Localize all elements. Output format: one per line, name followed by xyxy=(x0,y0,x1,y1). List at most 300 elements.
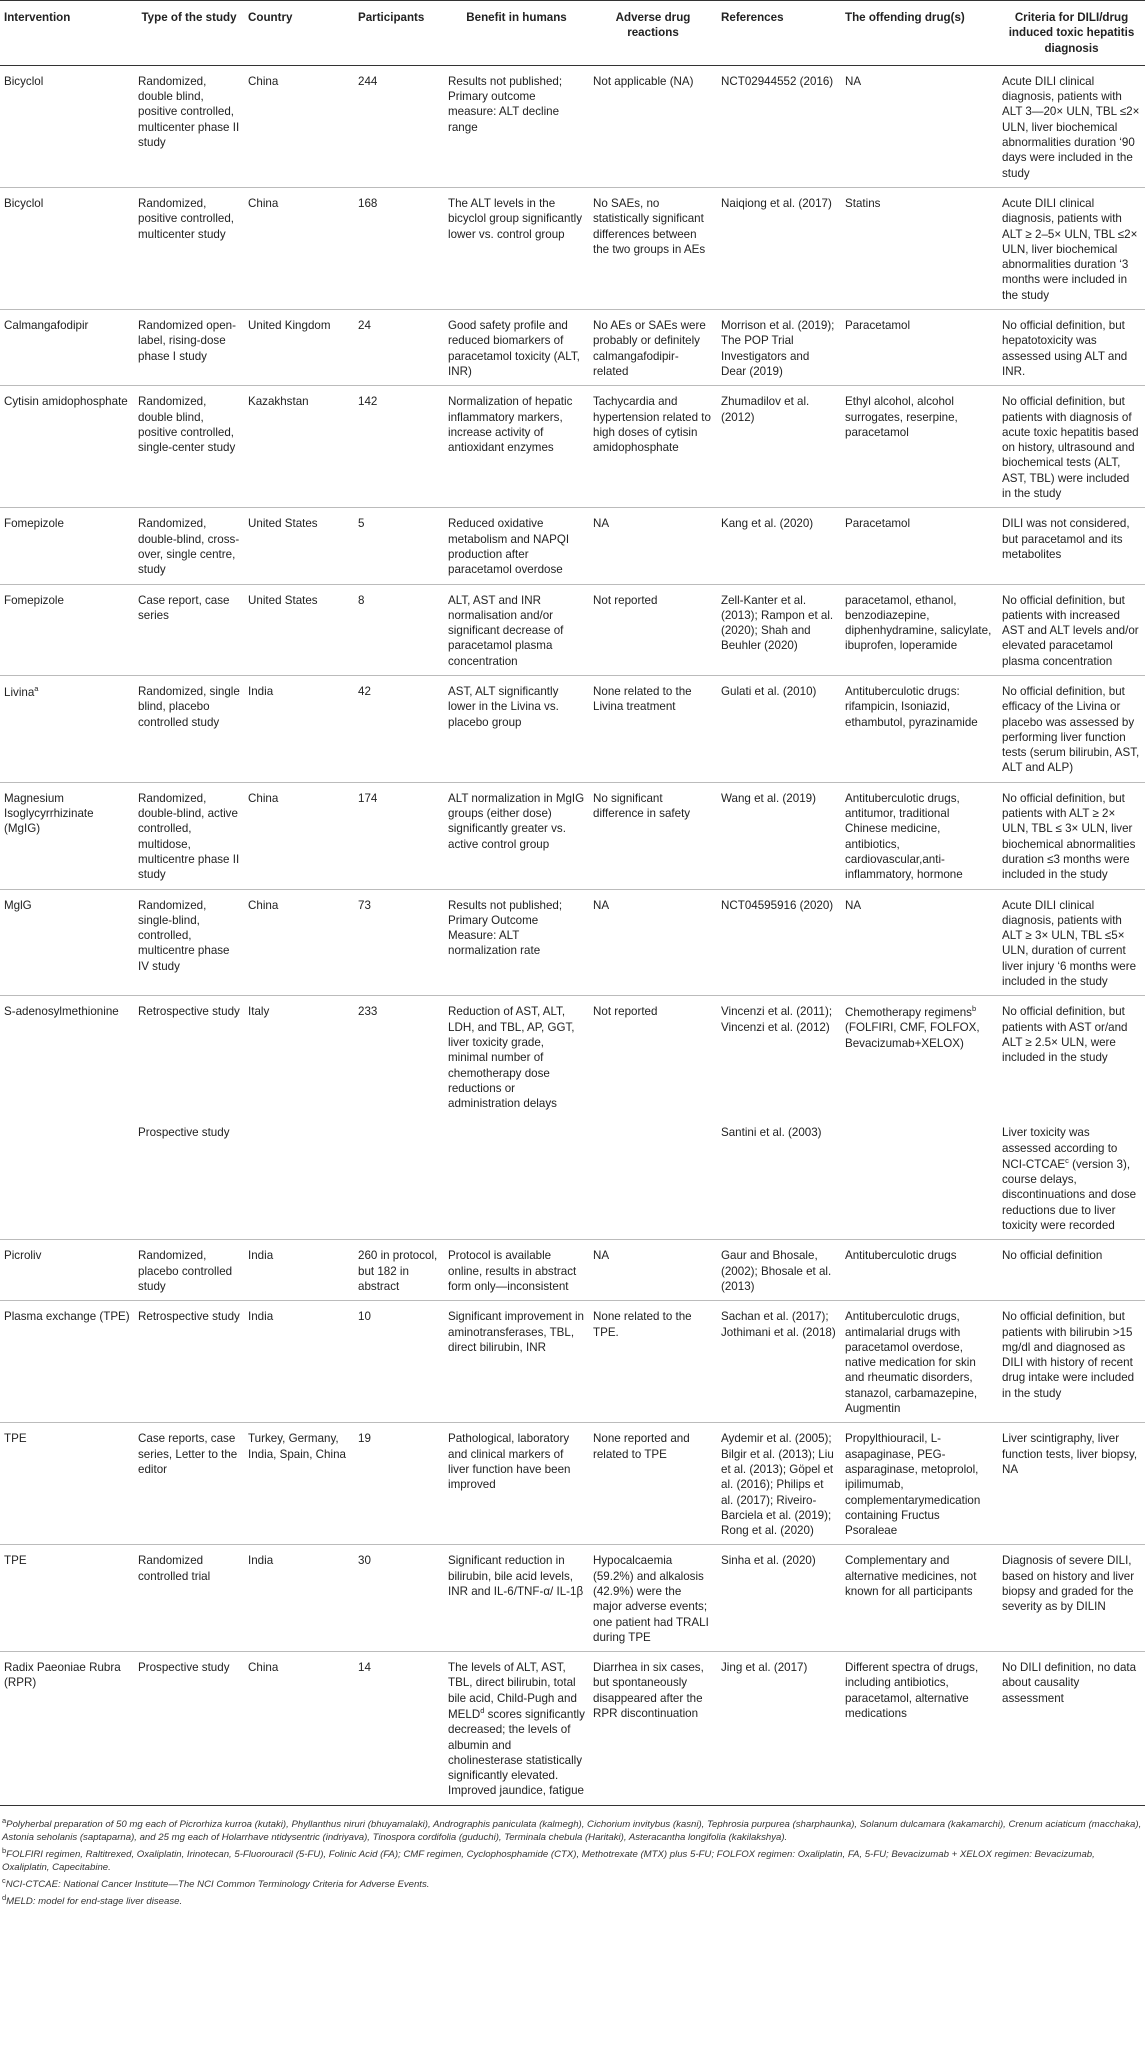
col-header-country: Country xyxy=(244,1,354,66)
cell-text: scores significantly decreased; the levels of albumin and cholinesterase statistically significantly elevated. Improved jaundice, fatigue xyxy=(448,1707,585,1798)
footnote-mark: b xyxy=(2,1845,7,1855)
cell-text: Acute DILI clinical diagnosis, patients with ALT ≥ 3× ULN, TBL ≤5× ULN, duration of current liver injury ‘6 months were included in the study xyxy=(1002,898,1137,989)
cell-intervention xyxy=(0,1545,134,1652)
cell-references xyxy=(717,584,841,675)
cell-participants xyxy=(354,310,444,386)
cell-references xyxy=(717,310,841,386)
cell-criteria xyxy=(998,1117,1145,1239)
cell-text: No official definition, but patients with ALT ≥ 2× ULN, TBL ≤ 3× ULN, liver biochemical abnormalities duration ≤3 months were included in the study xyxy=(1002,791,1136,882)
cell-text: Zell-Kanter et al. (2013); Rampon et al. (2020); Shah and Beuhler (2020) xyxy=(721,593,834,653)
cell-country xyxy=(244,1240,354,1301)
cell-text: Hypocalcaemia (59.2%) and alkalosis (42.9%) were the major adverse events; one patient had TRALI during TPE xyxy=(593,1554,709,1644)
cell-text: Antituberculotic drugs, antitumor, traditional Chinese medicine, antibiotics, cardiovascular,anti-inflammatory, hormone xyxy=(845,791,963,882)
footnote xyxy=(2,1876,1143,1892)
table-row xyxy=(0,782,1145,889)
footnote-mark: a xyxy=(2,1815,7,1825)
cell-text: 30 xyxy=(358,1554,371,1568)
cell-text: ALT, AST and INR normalisation and/or significant decrease of paracetamol plasma concentration xyxy=(448,593,564,668)
cell-type xyxy=(134,310,244,386)
cell-drugs xyxy=(841,675,998,782)
cell-text: Jing et al. (2017) xyxy=(721,1661,808,1675)
cell-benefit xyxy=(444,1240,589,1301)
cell-text: (FOLFIRI, CMF, FOLFOX, Bevacizumab+XELOX) xyxy=(845,1021,980,1050)
cell-text: None reported and related to TPE xyxy=(593,1432,690,1461)
cell-references xyxy=(717,187,841,309)
cell-type xyxy=(134,1652,244,1806)
cell-text: Protocol is available online, results in abstract form only—inconsistent xyxy=(448,1249,577,1293)
cell-country xyxy=(244,584,354,675)
cell-criteria xyxy=(998,1240,1145,1301)
table-row xyxy=(0,996,1145,1118)
cell-participants xyxy=(354,1545,444,1652)
cell-text: Italy xyxy=(248,1005,270,1019)
cell-type xyxy=(134,996,244,1118)
col-header-participants: Participants xyxy=(354,1,444,66)
cell-intervention xyxy=(0,584,134,675)
cell-text: Fomepizole xyxy=(4,593,64,607)
cell-benefit xyxy=(444,1423,589,1545)
cell-text: Gulati et al. (2010) xyxy=(721,684,817,698)
cell-intervention xyxy=(0,782,134,889)
cell-text: India xyxy=(248,684,274,698)
footnote xyxy=(2,1846,1143,1875)
cell-text: United States xyxy=(248,593,318,607)
cell-criteria xyxy=(998,996,1145,1118)
cell-criteria xyxy=(998,65,1145,187)
cell-text: Randomized, single blind, placebo controlled study xyxy=(138,684,240,729)
cell-text: None related to the Livina treatment xyxy=(593,684,692,714)
cell-type xyxy=(134,1423,244,1545)
cell-criteria xyxy=(998,310,1145,386)
cell-text: Picroliv xyxy=(4,1249,42,1263)
col-header-type: Type of the study xyxy=(134,1,244,66)
cell-text: Retrospective study xyxy=(138,1310,240,1324)
cell-text: No official definition, but hepatotoxicity was assessed using ALT and INR. xyxy=(1002,319,1128,378)
cell-participants xyxy=(354,584,444,675)
cell-type xyxy=(134,889,244,996)
cell-type xyxy=(134,386,244,508)
table-row xyxy=(0,675,1145,782)
cell-adverse xyxy=(589,65,717,187)
cell-text: Bicyclol xyxy=(4,196,44,210)
cell-text: Cytisin amidophosphate xyxy=(4,395,128,409)
cell-text: Randomized, double blind, positive controlled, multicenter phase II study xyxy=(138,74,240,150)
col-header-drugs: The offending drug(s) xyxy=(841,1,998,66)
cell-text: No DILI definition, no data about causality assessment xyxy=(1002,1661,1137,1705)
cell-country xyxy=(244,889,354,996)
footnote-text: FOLFIRI regimen, Raltitrexed, Oxaliplatin, Irinotecan, 5-Fluorouracil (5-FU), Folinic Acid (FA); CMF regimen, Cyclophosphamide (CTX), Methotrexate (MTX) plus 5-FU; FOLFOX regimen: Oxaliplatin, FA, 5-FU; Bevacizumab + XELOX regimen: Bevacizumab, Oxaliplatin, Capecitabine. xyxy=(2,1848,1095,1873)
cell-text: NA xyxy=(845,898,862,912)
cell-text: Sachan et al. (2017); Jothimani et al. (2018) xyxy=(721,1310,836,1339)
cell-text: Reduced oxidative metabolism and NAPQI production after paracetamol overdose xyxy=(448,517,570,577)
cell-benefit xyxy=(444,310,589,386)
cell-benefit xyxy=(444,386,589,508)
cell-references xyxy=(717,675,841,782)
cell-text: Different spectra of drugs, including antibiotics, paracetamol, alternative medications xyxy=(845,1661,979,1721)
cell-participants xyxy=(354,996,444,1118)
cell-adverse xyxy=(589,1423,717,1545)
cell-participants xyxy=(354,508,444,584)
cell-text: DILI was not considered, but paracetamol and its metabolites xyxy=(1002,517,1130,561)
col-header-criteria: Criteria for DILI/drug induced toxic hepatitis diagnosis xyxy=(998,1,1145,66)
table-row xyxy=(0,1117,1145,1239)
footnote-mark: c xyxy=(2,1875,6,1885)
footnote-text: NCI-CTCAE: National Cancer Institute—The NCI Common Terminology Criteria for Adverse Events. xyxy=(5,1879,430,1891)
cell-participants xyxy=(354,187,444,309)
cell-text: India xyxy=(248,1249,274,1263)
cell-type xyxy=(134,1545,244,1652)
cell-text: Randomized, single-blind, controlled, multicentre phase IV study xyxy=(138,898,230,973)
cell-type xyxy=(134,1117,244,1239)
cell-text: No official definition, but patients with bilirubin >15 mg/dl and diagnosed as DILI with history of recent drug intake were included in the study xyxy=(1002,1310,1135,1400)
cell-text: No official definition xyxy=(1002,1249,1103,1263)
cell-text: Significant improvement in aminotransferases, TBL, direct bilirubin, INR xyxy=(448,1310,584,1354)
cell-type xyxy=(134,1301,244,1423)
footnote-text: MELD: model for end-stage liver disease. xyxy=(6,1896,183,1908)
cell-text: 19 xyxy=(358,1432,371,1446)
cell-text: The levels of ALT, AST, TBL, direct bilirubin, total bile acid, Child-Pugh and MELD xyxy=(448,1661,577,1721)
table-row xyxy=(0,508,1145,584)
cell-benefit xyxy=(444,584,589,675)
cell-country xyxy=(244,65,354,187)
cell-drugs xyxy=(841,584,998,675)
cell-participants xyxy=(354,782,444,889)
cell-text: 14 xyxy=(358,1661,371,1675)
cell-text: China xyxy=(248,791,279,805)
cell-text: Livina xyxy=(4,685,35,699)
cell-benefit xyxy=(444,65,589,187)
cell-text: Reduction of AST, ALT, LDH, and TBL, AP, GGT, liver toxicity grade, minimal number of chemotherapy dose reductions or administration delays xyxy=(448,1005,575,1111)
cell-drugs xyxy=(841,65,998,187)
cell-drugs xyxy=(841,1423,998,1545)
cell-country xyxy=(244,1545,354,1652)
cell-participants xyxy=(354,386,444,508)
cell-intervention xyxy=(0,1117,134,1239)
cell-text: paracetamol, ethanol, benzodiazepine, diphenhydramine, salicylate, ibuprofen, loperamide xyxy=(845,593,992,653)
cell-references xyxy=(717,782,841,889)
cell-text: India xyxy=(248,1554,274,1568)
cell-text: Randomized controlled trial xyxy=(138,1554,211,1583)
cell-benefit xyxy=(444,1301,589,1423)
table-body xyxy=(0,65,1145,1805)
cell-criteria xyxy=(998,675,1145,782)
cell-references xyxy=(717,386,841,508)
cell-text: Statins xyxy=(845,196,881,210)
cell-drugs xyxy=(841,1545,998,1652)
cell-benefit xyxy=(444,1652,589,1806)
cell-country xyxy=(244,1423,354,1545)
cell-text: TPE xyxy=(4,1432,27,1446)
footnote-mark: c xyxy=(1065,1156,1069,1165)
cell-intervention xyxy=(0,1423,134,1545)
cell-adverse xyxy=(589,1240,717,1301)
cell-text: Randomized, positive controlled, multicenter study xyxy=(138,196,235,241)
cell-text: 42 xyxy=(358,684,371,698)
cell-drugs xyxy=(841,310,998,386)
cell-criteria xyxy=(998,1652,1145,1806)
cell-type xyxy=(134,187,244,309)
cell-text: Results not published; Primary outcome measure: ALT decline range xyxy=(448,74,563,134)
cell-text: Complementary and alternative medicines, not known for all participants xyxy=(845,1554,977,1598)
cell-benefit xyxy=(444,508,589,584)
cell-intervention xyxy=(0,1240,134,1301)
cell-text: United States xyxy=(248,517,318,531)
cell-text: Antituberculotic drugs xyxy=(845,1249,957,1263)
cell-text: NA xyxy=(593,517,610,531)
cell-text: Antituberculotic drugs, antimalarial drugs with paracetamol overdose, native medication for skin and rheumatic disorders, stanazol, carbamazepine, Augmentin xyxy=(845,1310,978,1416)
cell-text: Morrison et al. (2019); The POP Trial Investigators and Dear (2019) xyxy=(721,319,835,378)
cell-country xyxy=(244,1301,354,1423)
cell-text: Diarrhea in six cases, but spontaneously disappeared after the RPR discontinuation xyxy=(593,1661,704,1721)
cell-references xyxy=(717,889,841,996)
cell-criteria xyxy=(998,1545,1145,1652)
cell-drugs xyxy=(841,1652,998,1806)
cell-text: The ALT levels in the bicyclol group significantly lower vs. control group xyxy=(448,196,583,241)
cell-text: No official definition, but patients with increased AST and ALT levels and/or elevated paracetamol plasma concentration xyxy=(1002,593,1139,668)
footnote-mark: d xyxy=(2,1892,7,1902)
cell-references xyxy=(717,508,841,584)
cell-country xyxy=(244,1117,354,1239)
cell-references xyxy=(717,65,841,187)
cell-text: Randomized, placebo controlled study xyxy=(138,1249,233,1293)
cell-text: Bicyclol xyxy=(4,74,44,88)
table-row xyxy=(0,187,1145,309)
cell-participants xyxy=(354,1117,444,1239)
cell-type xyxy=(134,782,244,889)
cell-type xyxy=(134,584,244,675)
cell-intervention xyxy=(0,310,134,386)
table-row xyxy=(0,1545,1145,1652)
table-row xyxy=(0,65,1145,187)
cell-text: Case report, case series xyxy=(138,593,230,622)
cell-text: Turkey, Germany, India, Spain, China xyxy=(248,1432,346,1461)
cell-text: 73 xyxy=(358,898,371,912)
cell-adverse xyxy=(589,889,717,996)
table-row xyxy=(0,310,1145,386)
cell-type xyxy=(134,1240,244,1301)
cell-text: NA xyxy=(593,1249,610,1263)
cell-text: Paracetamol xyxy=(845,517,911,531)
cell-text: 5 xyxy=(358,517,365,531)
table-row xyxy=(0,889,1145,996)
cell-text: Aydemir et al. (2005); Bilgir et al. (2013); Liu et al. (2013); Göpel et al. (2016); Philips et al. (2017); Riveiro-Barciela et al. (2019); Rong et al. (2020) xyxy=(721,1432,834,1538)
cell-text: 24 xyxy=(358,319,371,333)
footnote-mark: b xyxy=(971,1004,977,1014)
cell-text: 8 xyxy=(358,593,365,607)
cell-drugs xyxy=(841,996,998,1118)
cell-criteria xyxy=(998,508,1145,584)
cell-benefit xyxy=(444,187,589,309)
cell-text: Pathological, laboratory and clinical markers of liver function have been improved xyxy=(448,1432,571,1492)
cell-drugs xyxy=(841,889,998,996)
cell-participants xyxy=(354,1301,444,1423)
cell-benefit xyxy=(444,1545,589,1652)
cell-text: No official definition, but patients with AST or/and ALT ≥ 2.5× ULN, were included in the study xyxy=(1002,1005,1128,1065)
cell-text: 174 xyxy=(358,791,378,805)
cell-references xyxy=(717,1117,841,1239)
cell-text: Tachycardia and hypertension related to high doses of cytisin amidophosphate xyxy=(593,395,711,455)
cell-type xyxy=(134,65,244,187)
cell-benefit xyxy=(444,996,589,1118)
cell-adverse xyxy=(589,1117,717,1239)
cell-text: No AEs or SAEs were probably or definitely calmangafodipir-related xyxy=(593,319,706,378)
cell-text: None related to the TPE. xyxy=(593,1310,692,1339)
cell-references xyxy=(717,1240,841,1301)
cell-references xyxy=(717,1545,841,1652)
cell-text: 244 xyxy=(358,74,378,88)
cell-adverse xyxy=(589,187,717,309)
cell-benefit xyxy=(444,889,589,996)
cell-participants xyxy=(354,1423,444,1545)
cell-text: Acute DILI clinical diagnosis, patients with ALT 3—20× ULN, TBL ≤2× ULN, liver biochemical abnormalities duration ‘90 days were included in the study xyxy=(1002,74,1140,180)
cell-country xyxy=(244,782,354,889)
table-row xyxy=(0,584,1145,675)
cell-participants xyxy=(354,1652,444,1806)
cell-references xyxy=(717,1423,841,1545)
cell-intervention xyxy=(0,65,134,187)
table-row xyxy=(0,1423,1145,1545)
cell-text: Not reported xyxy=(593,593,658,607)
cell-text: Ethyl alcohol, alcohol surrogates, reserpine, paracetamol xyxy=(845,395,958,439)
cell-country xyxy=(244,996,354,1118)
col-header-adverse: Adverse drug reactions xyxy=(589,1,717,66)
cell-text: China xyxy=(248,1661,279,1675)
cell-text: Prospective study xyxy=(138,1126,230,1140)
cell-text: MglG xyxy=(4,898,32,912)
cell-participants xyxy=(354,65,444,187)
cell-adverse xyxy=(589,310,717,386)
cell-references xyxy=(717,1652,841,1806)
cell-text: 260 in protocol, but 182 in abstract xyxy=(358,1249,438,1293)
cell-text: Wang et al. (2019) xyxy=(721,791,816,805)
footnote-text: Polyherbal preparation of 50 mg each of Picrorhiza kurroa (kutaki), Phyllanthus niruri (bhuyamalaki), Andrographis paniculata (kalmegh), Cichorium invitybus (kasni), Tephrosia purpurea (sharphaunka), Solanum dulcamara (kakamarchi), Crenum aciaticum (macchaka), Astonia seholanis (saptaparna), and 25 mg each of Holarrhave ntidysentric (indriyava), Tinospora cordifolia (guduchi), Terminala chebula (Haritaki), Asteracantha longifolia (kakilakshya). xyxy=(2,1818,1142,1843)
cell-drugs xyxy=(841,386,998,508)
cell-text: Randomized, double blind, positive controlled, single-center study xyxy=(138,395,236,455)
cell-drugs xyxy=(841,1301,998,1423)
cell-participants xyxy=(354,889,444,996)
cell-benefit xyxy=(444,675,589,782)
cell-benefit xyxy=(444,1117,589,1239)
footnote xyxy=(2,1816,1143,1845)
cell-text: Sinha et al. (2020) xyxy=(721,1554,816,1568)
cell-text: Kazakhstan xyxy=(248,395,309,409)
col-header-intervention: Intervention xyxy=(0,1,134,66)
cell-criteria xyxy=(998,1423,1145,1545)
cell-type xyxy=(134,675,244,782)
cell-participants xyxy=(354,675,444,782)
cell-text: Liver toxicity was assessed according to NCI-CTCAE xyxy=(1002,1126,1118,1171)
cell-text: Zhumadilov et al. (2012) xyxy=(721,395,810,424)
cell-text: China xyxy=(248,196,279,210)
cell-criteria xyxy=(998,584,1145,675)
cell-benefit xyxy=(444,782,589,889)
cell-text: Propylthiouracil, L-asapaginase, PEG-asparaginase, metoprolol, ipilimumab, complementarymedication containing Fructus Psoraleae xyxy=(845,1432,981,1538)
cell-text: India xyxy=(248,1310,274,1324)
cell-country xyxy=(244,1652,354,1806)
cell-criteria xyxy=(998,782,1145,889)
cell-criteria xyxy=(998,889,1145,996)
cell-country xyxy=(244,675,354,782)
cell-adverse xyxy=(589,1545,717,1652)
cell-participants xyxy=(354,1240,444,1301)
cell-adverse xyxy=(589,1301,717,1423)
cell-adverse xyxy=(589,996,717,1118)
cell-criteria xyxy=(998,187,1145,309)
cell-text: Kang et al. (2020) xyxy=(721,517,814,531)
cell-adverse xyxy=(589,1652,717,1806)
cell-text: China xyxy=(248,74,279,88)
cell-text: Magnesium Isoglycyrrhizinate (MgIG) xyxy=(4,791,94,836)
cell-text: TPE xyxy=(4,1554,27,1568)
cell-text: Results not published; Primary Outcome Measure: ALT normalization rate xyxy=(448,898,563,958)
cell-text: 142 xyxy=(358,395,378,409)
cell-drugs xyxy=(841,1240,998,1301)
cell-drugs xyxy=(841,508,998,584)
cell-text: Liver scintigraphy, liver function tests, liver biopsy, NA xyxy=(1002,1432,1138,1476)
cell-text: Randomized, double-blind, cross-over, single centre, study xyxy=(138,517,240,577)
cell-text: Case reports, case series, Letter to the editor xyxy=(138,1432,238,1476)
cell-text: Randomized, double-blind, active controlled, multidose, multicentre phase II study xyxy=(138,791,240,882)
cell-type xyxy=(134,508,244,584)
cell-adverse xyxy=(589,386,717,508)
cell-country xyxy=(244,508,354,584)
cell-text: Santini et al. (2003) xyxy=(721,1126,822,1140)
cell-text: Not applicable (NA) xyxy=(593,74,694,88)
cell-adverse xyxy=(589,584,717,675)
cell-text: Antituberculotic drugs: rifampicin, Isoniazid, ethambutol, pyrazinamide xyxy=(845,684,978,729)
cell-text: Normalization of hepatic inflammatory markers, increase activity of antioxidant enzymes xyxy=(448,395,573,455)
cell-text: Radix Paeoniae Rubra (RPR) xyxy=(4,1661,121,1690)
cell-text: NCT04595916 (2020) xyxy=(721,898,834,912)
cell-text: No significant difference in safety xyxy=(593,791,691,821)
cell-text: ALT normalization in MgIG groups (either dose) significantly greater vs. active control group xyxy=(448,791,585,851)
cell-references xyxy=(717,1301,841,1423)
cell-text: United Kingdom xyxy=(248,319,331,333)
cell-text: NA xyxy=(845,74,862,88)
cell-country xyxy=(244,310,354,386)
cell-text: Randomized open-label, rising-dose phase I study xyxy=(138,319,236,363)
cell-intervention xyxy=(0,889,134,996)
cell-drugs xyxy=(841,782,998,889)
cell-text: (version 3), course delays, discontinuations and dose reductions due to liver toxicity were recorded xyxy=(1002,1157,1137,1233)
cell-drugs xyxy=(841,187,998,309)
cell-text: Fomepizole xyxy=(4,517,64,531)
cell-text: Retrospective study xyxy=(138,1005,240,1019)
cell-text: Significant reduction in bilirubin, bile acid levels, INR and IL-6/TNF-α/ IL-1β xyxy=(448,1554,584,1598)
cell-text: Paracetamol xyxy=(845,319,911,333)
cell-intervention xyxy=(0,675,134,782)
cell-intervention xyxy=(0,508,134,584)
cell-drugs xyxy=(841,1117,998,1239)
cell-intervention xyxy=(0,996,134,1118)
cell-text: 10 xyxy=(358,1310,371,1324)
table-row xyxy=(0,1240,1145,1301)
cell-text: Not reported xyxy=(593,1005,658,1019)
cell-text: 168 xyxy=(358,196,378,210)
cell-text: No SAEs, no statistically significant differences between the two groups in AEs xyxy=(593,196,706,256)
cell-text: NCT02944552 (2016) xyxy=(721,74,834,88)
cell-text: 233 xyxy=(358,1005,378,1019)
footnote xyxy=(2,1893,1143,1909)
footnote-mark: d xyxy=(480,1706,485,1716)
cell-text: No official definition, but patients with diagnosis of acute toxic hepatitis based on history, ultrasound and biochemical tests (ALT, AST, TBL) were included in the study xyxy=(1002,395,1139,501)
cell-references xyxy=(717,996,841,1118)
footnotes xyxy=(0,1806,1145,1909)
cell-text: Chemotherapy regimens xyxy=(845,1006,972,1020)
cell-text: Diagnosis of severe DILI, based on history and liver biopsy and graded for the severity as by DILIN xyxy=(1002,1554,1135,1614)
table-row xyxy=(0,1301,1145,1423)
cell-text: Calmangafodipir xyxy=(4,319,89,333)
